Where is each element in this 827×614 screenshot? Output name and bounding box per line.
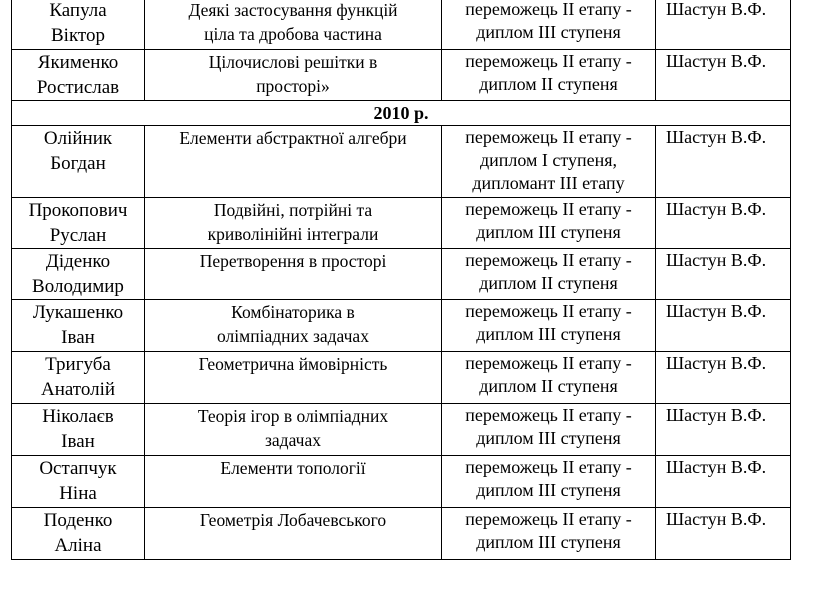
cell-line: Володимир	[32, 276, 124, 297]
cell-line: олімпіадних задачах	[217, 326, 369, 346]
cell-line: Анатолій	[40, 379, 116, 400]
cell-line: Елементи топології	[220, 458, 366, 478]
topic-cell	[145, 50, 442, 101]
cell-line: Богдан	[50, 153, 106, 174]
cell-line: Ростислав	[36, 77, 120, 98]
advisor-cell: Шастун В.Ф.	[656, 456, 791, 508]
table-row	[12, 0, 791, 50]
result-cell	[442, 300, 656, 352]
advisor-cell: Шастун В.Ф.	[656, 300, 791, 352]
cell-line: Геометрія Лобачевського	[199, 510, 387, 530]
cell-line: Іван	[61, 431, 95, 452]
table-body	[12, 0, 791, 560]
cell-line: диплом I ступеня,	[479, 150, 618, 170]
topic-cell	[145, 0, 442, 50]
cell-line: ціла та дробова частина	[204, 24, 382, 44]
cell-line: диплом II ступеня	[479, 376, 618, 396]
result-cell	[442, 404, 656, 456]
cell-line: диплом III ступеня	[476, 222, 621, 242]
student-name-cell	[12, 198, 145, 249]
student-name-cell	[12, 404, 145, 456]
result-cell	[442, 126, 656, 198]
student-name-cell	[12, 352, 145, 404]
student-name-cell	[12, 249, 145, 300]
cell-line: Подвійні, потрійні та	[213, 200, 373, 220]
table-row	[12, 404, 791, 456]
topic-cell	[145, 249, 442, 300]
student-name-cell	[12, 456, 145, 508]
cell-line: дипломант III етапу	[472, 173, 625, 193]
student-name-cell	[12, 300, 145, 352]
cell-line: Деякі застосування функцій	[188, 0, 398, 20]
cell-line: Ніна	[59, 483, 97, 504]
topic-cell	[145, 404, 442, 456]
cell-line: Геометрична ймовірність	[198, 354, 388, 374]
cell-line: диплом II ступеня	[479, 273, 618, 293]
topic-cell	[145, 126, 442, 198]
advisor-cell: Шастун В.Ф.	[656, 508, 791, 560]
cell-line: Остапчук	[39, 458, 117, 479]
table-row	[12, 300, 791, 352]
cell-line: переможець II етапу -	[465, 301, 632, 321]
table-row	[12, 508, 791, 560]
cell-line: переможець II етапу -	[465, 509, 632, 529]
cell-line: Ніколаєв	[42, 406, 114, 427]
cell-line: Віктор	[51, 25, 105, 46]
cell-line: переможець II етапу -	[465, 51, 632, 71]
topic-cell	[145, 352, 442, 404]
cell-line: переможець II етапу -	[465, 127, 632, 147]
cell-line: Теорія ігор в олімпіадних	[197, 406, 389, 426]
cell-line: Поденко	[43, 510, 113, 531]
cell-line: переможець II етапу -	[465, 353, 632, 373]
cell-line: Капула	[49, 0, 107, 21]
cell-line: Елементи абстрактної алгебри	[179, 128, 407, 148]
result-cell	[442, 198, 656, 249]
table-row	[12, 456, 791, 508]
table-row	[12, 249, 791, 300]
cell-line: диплом III ступеня	[476, 480, 621, 500]
topic-cell	[145, 198, 442, 249]
cell-line: диплом II ступеня	[479, 74, 618, 94]
cell-line: переможець II етапу -	[465, 199, 632, 219]
student-name-cell	[12, 0, 145, 50]
table-row	[12, 352, 791, 404]
year-row	[12, 101, 791, 126]
cell-line: диплом III ступеня	[476, 324, 621, 344]
olympiad-results-table	[11, 0, 791, 560]
student-name-cell	[12, 126, 145, 198]
cell-line: Аліна	[54, 535, 102, 556]
cell-line: Перетворення в просторі	[199, 251, 387, 271]
result-cell	[442, 508, 656, 560]
cell-line: Комбінаторика в	[231, 302, 355, 322]
advisor-cell: Шастун В.Ф.	[656, 404, 791, 456]
topic-cell	[145, 300, 442, 352]
cell-line: диплом III ступеня	[476, 22, 621, 42]
cell-line: переможець II етапу -	[465, 250, 632, 270]
advisor-cell: Шастун В.Ф.	[656, 352, 791, 404]
student-name-cell	[12, 508, 145, 560]
cell-line: диплом III ступеня	[476, 428, 621, 448]
advisor-cell: Шастун В.Ф.	[656, 126, 791, 198]
cell-line: диплом III ступеня	[476, 532, 621, 552]
cell-line: задачах	[265, 430, 321, 450]
cell-line: переможець II етапу -	[465, 405, 632, 425]
topic-cell	[145, 456, 442, 508]
advisor-cell: Шастун В.Ф.	[656, 249, 791, 300]
result-cell	[442, 249, 656, 300]
advisor-cell: Шастун В.Ф.	[656, 0, 791, 50]
student-name-cell	[12, 50, 145, 101]
cell-line: Іван	[61, 327, 95, 348]
table-row	[12, 198, 791, 249]
result-cell	[442, 456, 656, 508]
year-label: 2010 р.	[12, 101, 791, 126]
cell-line: Олійник	[43, 128, 113, 149]
cell-line: Якименко	[37, 52, 119, 73]
cell-line: Руслан	[49, 225, 107, 246]
result-cell	[442, 352, 656, 404]
cell-line: переможець II етапу -	[465, 0, 632, 19]
cell-line: Лукашенко	[32, 302, 124, 323]
cell-line: Цілочислові решітки в	[208, 52, 378, 72]
topic-cell	[145, 508, 442, 560]
cell-line: просторі»	[256, 76, 330, 96]
result-cell	[442, 0, 656, 50]
cell-line: Тригуба	[45, 354, 111, 375]
advisor-cell: Шастун В.Ф.	[656, 50, 791, 101]
cell-line: переможець II етапу -	[465, 457, 632, 477]
cell-line: Прокопович	[28, 200, 128, 221]
table-row	[12, 126, 791, 198]
cell-line: криволінійні інтеграли	[207, 224, 379, 244]
result-cell	[442, 50, 656, 101]
table-row	[12, 50, 791, 101]
cell-line: Діденко	[45, 251, 111, 272]
advisor-cell: Шастун В.Ф.	[656, 198, 791, 249]
